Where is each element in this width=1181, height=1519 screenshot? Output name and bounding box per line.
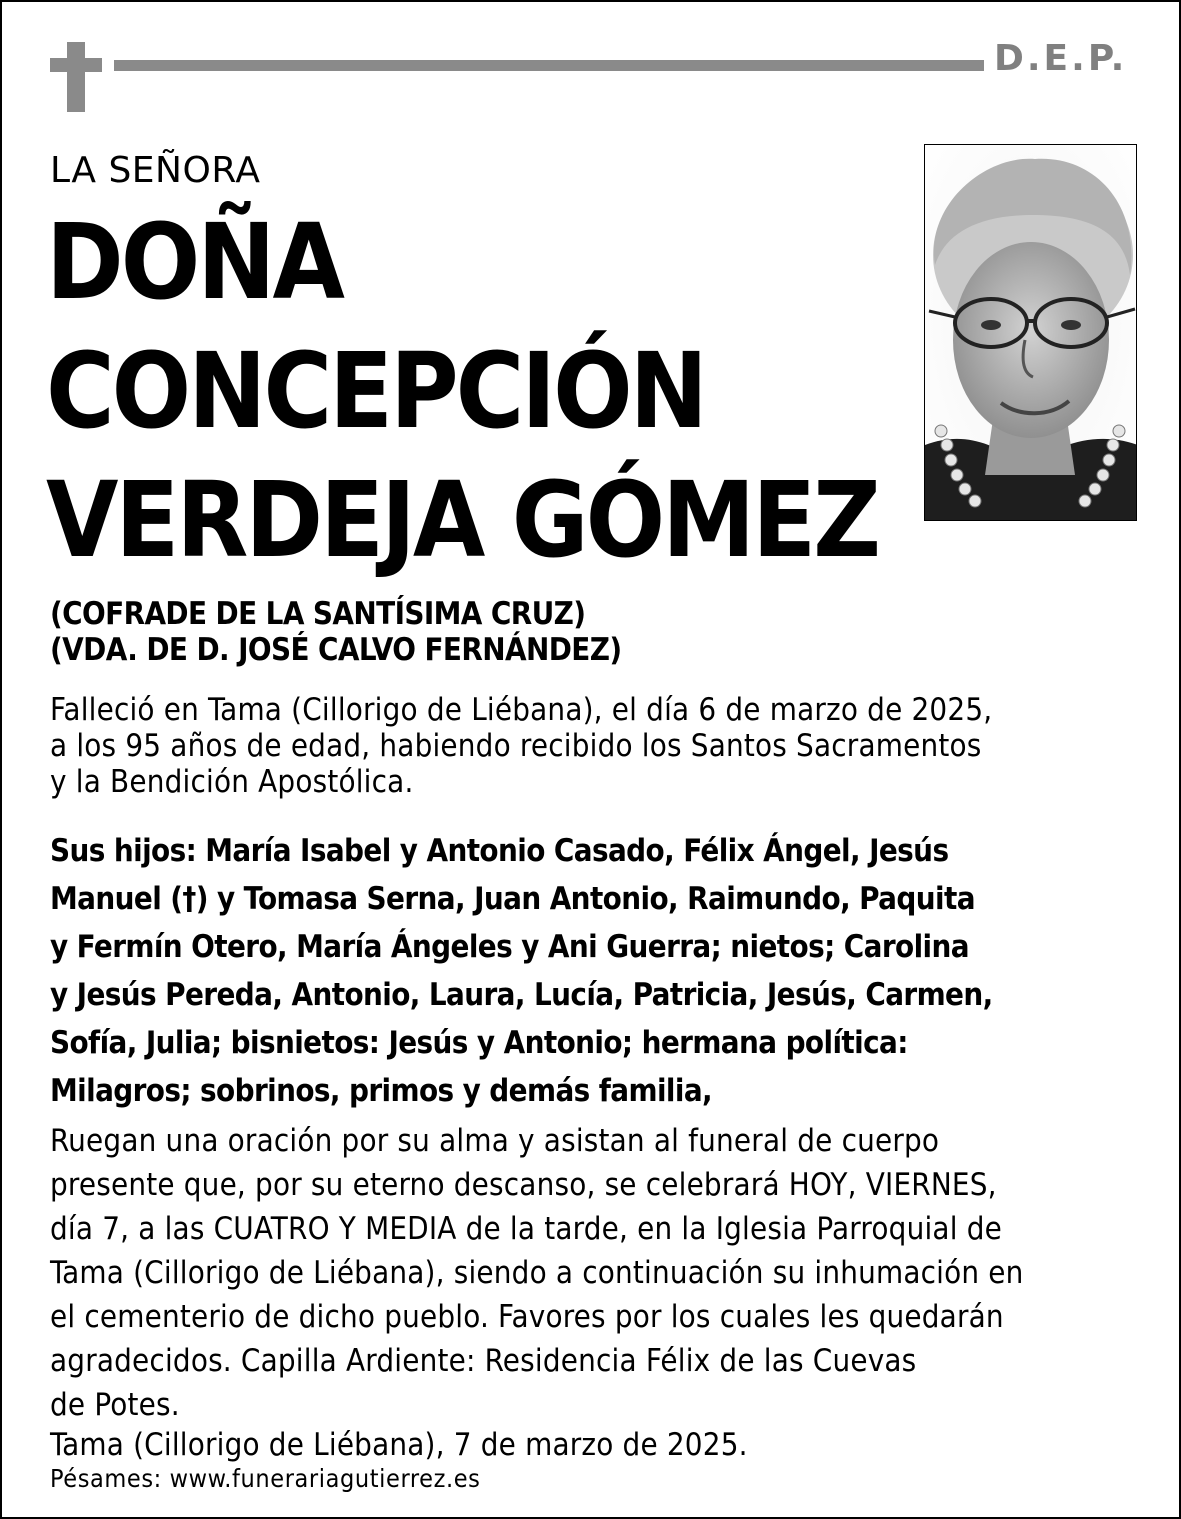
deceased-portrait	[924, 144, 1137, 521]
place-date: Tama (Cillorigo de Liébana), 7 de marzo de 2025.	[50, 1427, 748, 1463]
funeral-line: Tama (Cillorigo de Liébana), siendo a continuación su inhumación en	[50, 1255, 1024, 1291]
funeral-line: el cementerio de dicho pueblo. Favores por los cuales les quedarán	[50, 1299, 1004, 1335]
death-notice-line: y la Bendición Apostólica.	[50, 764, 414, 800]
family-line: Sofía, Julia; bisnietos: Jesús y Antonio; hermana política:	[50, 1025, 908, 1061]
titles-block	[50, 596, 1140, 668]
dep-label: D.E.P.	[994, 38, 1128, 79]
title-line-2: (VDA. DE D. JOSÉ CALVO FERNÁNDEZ)	[50, 632, 622, 668]
name-line-1: DOÑA	[46, 201, 342, 323]
funeral-line: agradecidos. Capilla Ardiente: Residencia Félix de las Cuevas	[50, 1343, 917, 1379]
family-line: Milagros; sobrinos, primos y demás familia,	[50, 1073, 713, 1109]
condolences-link[interactable]: Pésames: www.funerariagutierrez.es	[50, 1464, 481, 1493]
header-rule	[114, 60, 984, 71]
death-notice-line: Falleció en Tama (Cillorigo de Liébana), el día 6 de marzo de 2025,	[50, 692, 993, 728]
title-line-1: (COFRADE DE LA SANTÍSIMA CRUZ)	[50, 596, 586, 632]
family-line: Manuel (†) y Tomasa Serna, Juan Antonio, Raimundo, Paquita	[50, 881, 975, 917]
funeral-line: de Potes.	[50, 1387, 180, 1423]
funeral-line: presente que, por su eterno descanso, se celebrará HOY, VIERNES,	[50, 1167, 997, 1203]
honorific-prefix: LA SEÑORA	[50, 150, 261, 191]
death-notice-paragraph	[50, 692, 1140, 800]
family-line: y Fermín Otero, María Ángeles y Ani Guerra; nietos; Carolina	[50, 929, 969, 965]
family-paragraph	[50, 827, 1140, 1115]
family-line: y Jesús Pereda, Antonio, Laura, Lucía, Patricia, Jesús, Carmen,	[50, 977, 993, 1013]
funeral-line: Ruegan una oración por su alma y asistan al funeral de cuerpo	[50, 1123, 940, 1159]
death-notice-line: a los 95 años de edad, habiendo recibido los Santos Sacramentos	[50, 728, 982, 764]
name-line-3: VERDEJA GÓMEZ	[46, 459, 878, 581]
family-line: Sus hijos: María Isabel y Antonio Casado, Félix Ángel, Jesús	[50, 833, 949, 869]
funeral-line: día 7, a las CUATRO Y MEDIA de la tarde, en la Iglesia Parroquial de	[50, 1211, 1002, 1247]
cross-icon	[50, 42, 102, 112]
name-line-2: CONCEPCIÓN	[46, 330, 705, 452]
funeral-paragraph	[50, 1119, 1140, 1427]
